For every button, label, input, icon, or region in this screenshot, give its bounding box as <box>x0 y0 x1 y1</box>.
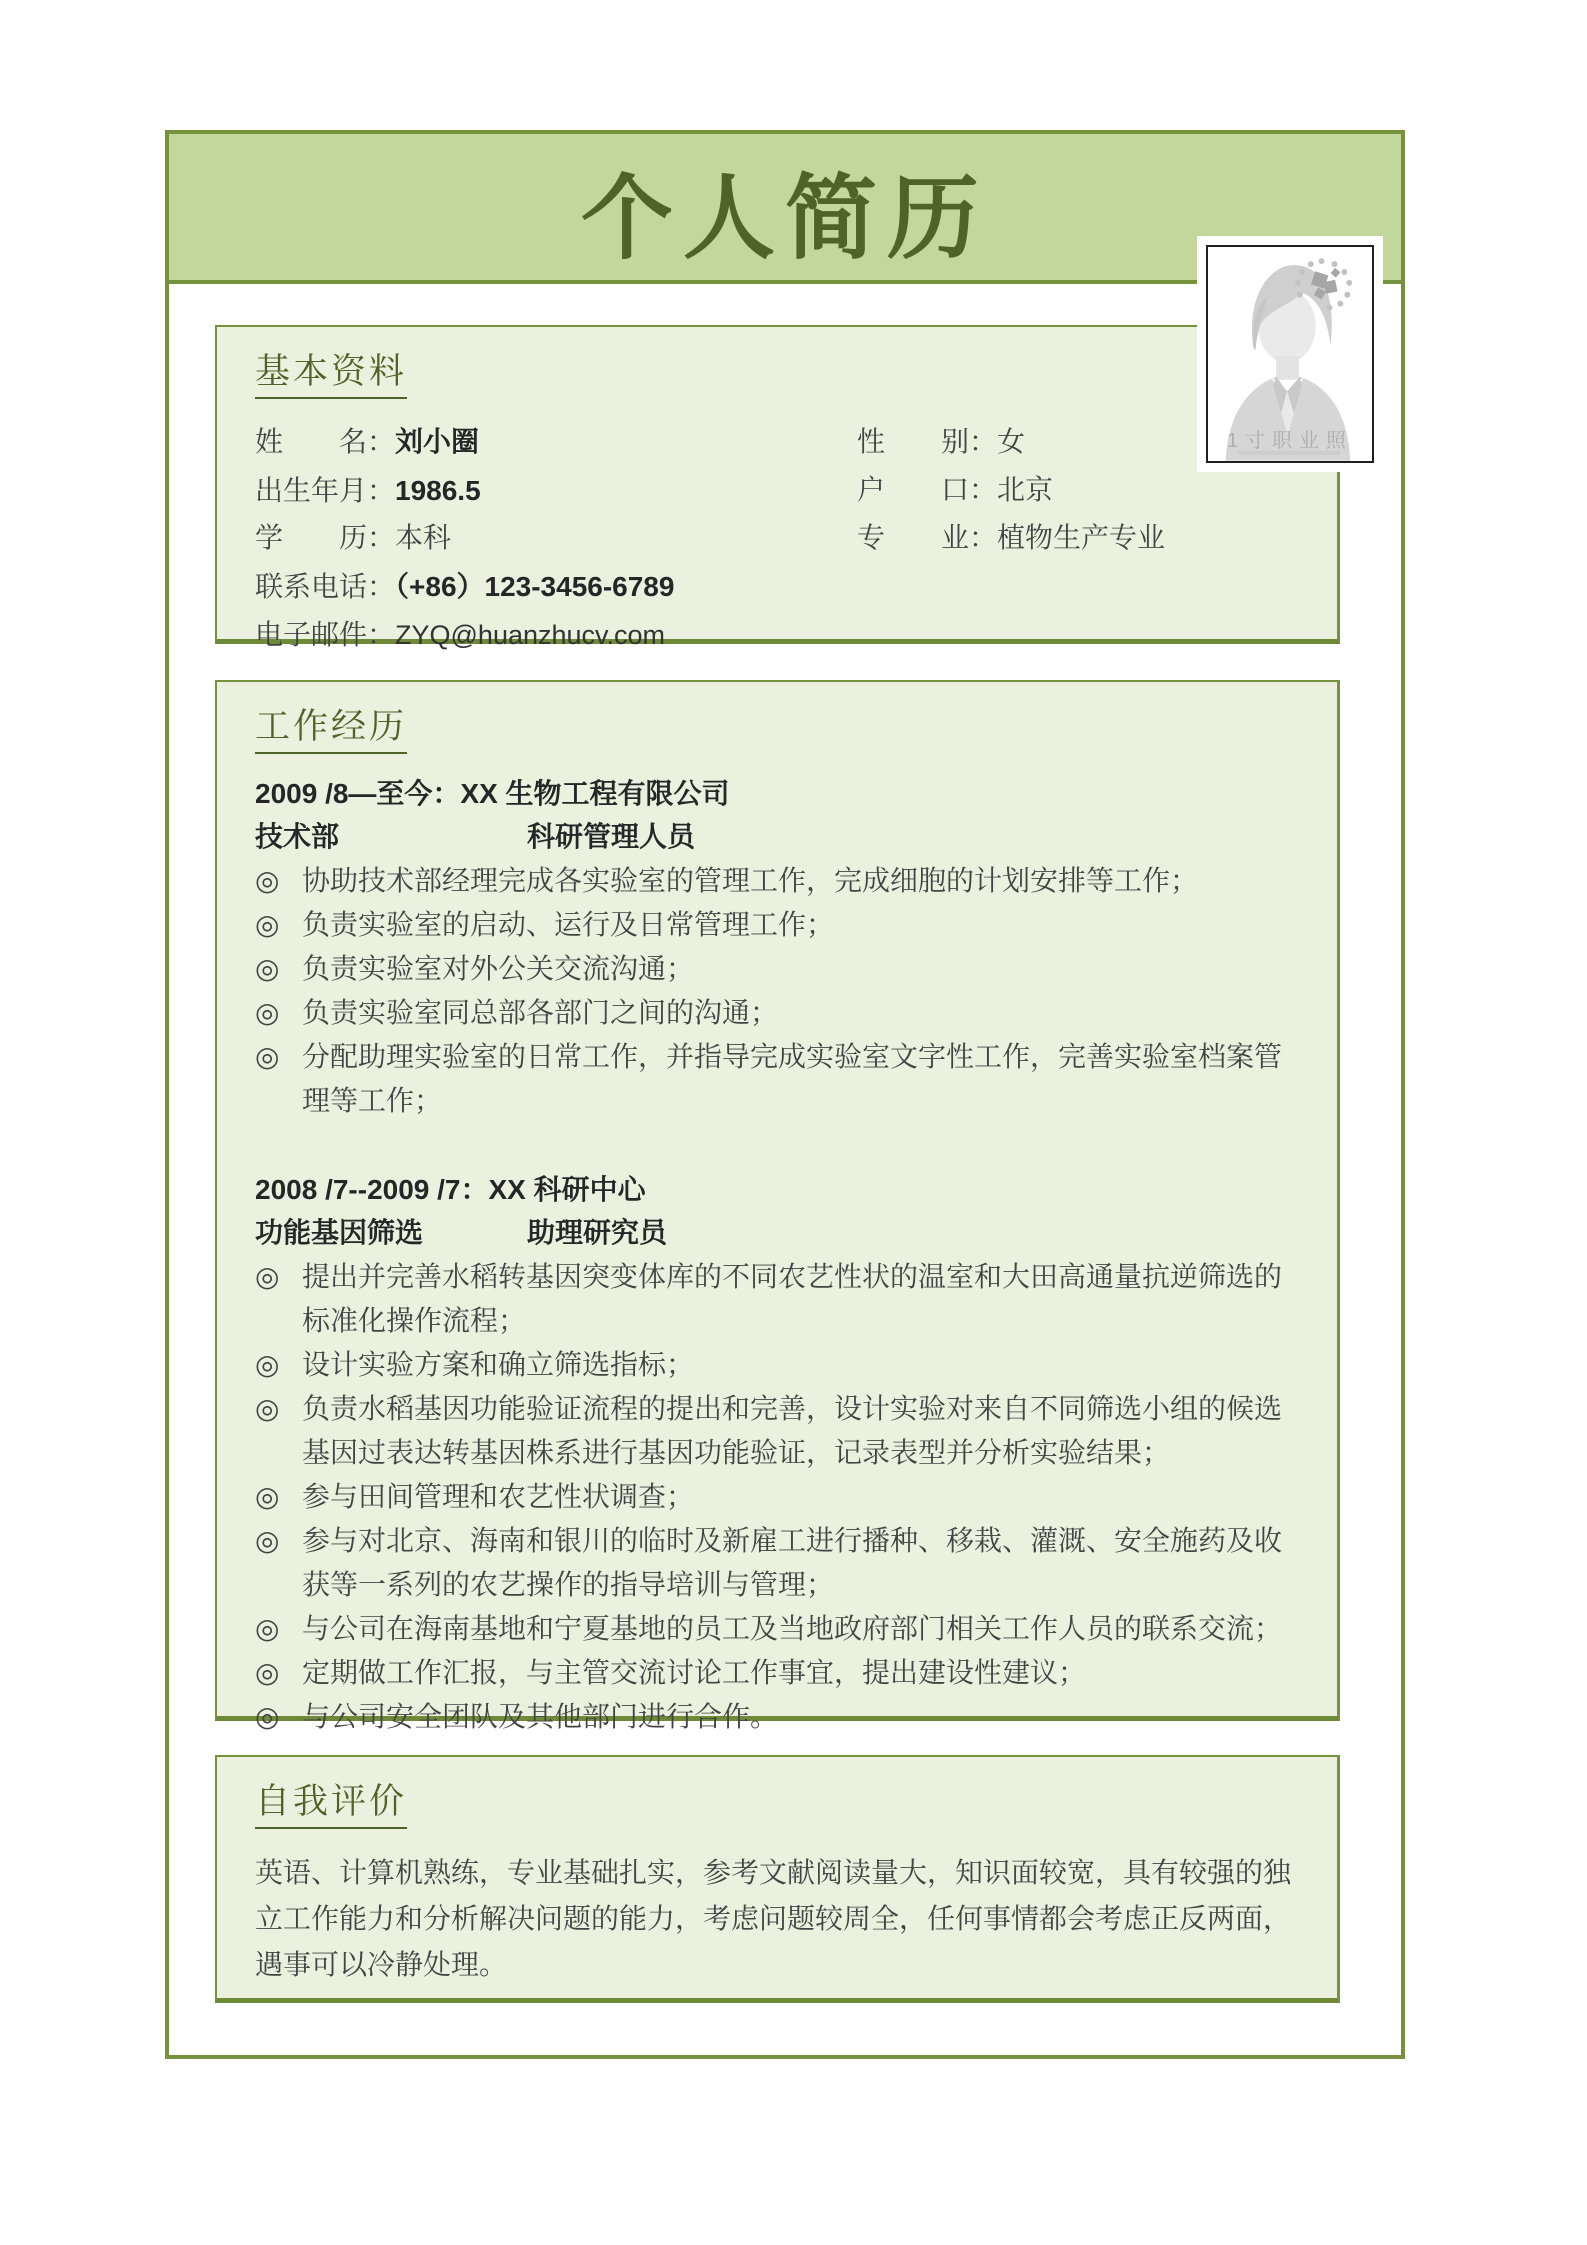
field-value: 女 <box>997 427 1026 458</box>
job-bullet <box>255 1036 1303 1124</box>
job-entry <box>255 1168 1303 1740</box>
job-bullet <box>255 992 1303 1036</box>
field-value: 刘小圈 <box>395 427 480 458</box>
info-field-row <box>255 515 674 563</box>
bullet-glyph: ◎ <box>255 1350 280 1381</box>
photo-placeholder <box>1197 236 1383 472</box>
job-bullet <box>255 1256 1303 1344</box>
bullet-glyph: ◎ <box>255 1658 280 1689</box>
bullet-glyph: ◎ <box>255 866 280 897</box>
field-value: 1986.5 <box>395 475 481 506</box>
info-field-row <box>255 419 674 467</box>
job-bullet <box>255 860 1303 904</box>
self-evaluation-heading: 自我评价 <box>255 1781 407 1829</box>
job-role: 助理研究员 <box>527 1218 668 1249</box>
section-self-evaluation <box>215 1755 1340 2003</box>
photo-caption: 1寸职业照 <box>1226 430 1354 452</box>
job-bullet <box>255 1652 1303 1696</box>
field-label: 电子邮件： <box>255 620 396 651</box>
field-value: 本科 <box>395 523 452 554</box>
bullet-text: 设计实验方案和确立筛选指标； <box>302 1350 695 1381</box>
bullet-glyph: ◎ <box>255 1482 280 1513</box>
bullet-text: 提出并完善水稻转基因突变体库的不同农艺性状的温室和大田高通量抗逆筛选的标准化操作流程； <box>302 1262 1283 1337</box>
job-department-role <box>255 1212 1303 1256</box>
bullet-text: 负责实验室同总部各部门之间的沟通； <box>302 998 779 1029</box>
job-entry <box>255 772 1303 1124</box>
job-bullet <box>255 1608 1303 1652</box>
job-company: XX 科研中心 <box>488 1174 646 1205</box>
basic-info-left-column <box>255 419 674 659</box>
job-department-role <box>255 816 1303 860</box>
info-field-row <box>255 563 674 611</box>
job-period: 2008 /7--2009 /7： <box>255 1174 489 1205</box>
field-value: （+86）123-3456-6789 <box>395 571 675 602</box>
photo-placeholder-inner <box>1206 245 1374 463</box>
job-list <box>255 772 1303 1740</box>
bullet-glyph: ◎ <box>255 1394 280 1425</box>
job-period-company <box>255 1168 1303 1212</box>
bullet-glyph: ◎ <box>255 910 280 941</box>
page-title: 个人简历 <box>580 168 989 270</box>
bullet-text: 负责水稻基因功能验证流程的提出和完善，设计实验对来自不同筛选小组的候选基因过表达转基因株系进行基因功能验证，记录表型并分析实验结果； <box>302 1394 1283 1469</box>
job-bullet <box>255 1388 1303 1476</box>
info-field-row <box>857 515 1165 563</box>
job-period-company <box>255 772 1303 816</box>
section-basic-info <box>215 325 1340 651</box>
field-value: 北京 <box>997 475 1054 506</box>
bullet-text: 负责实验室对外公关交流沟通； <box>302 954 695 985</box>
job-company: XX 生物工程有限公司 <box>460 778 730 809</box>
info-field-row <box>255 611 674 659</box>
field-label: 出生年月： <box>255 476 396 507</box>
self-evaluation-text: 英语、计算机熟练，专业基础扎实，参考文献阅读量大，知识面较宽，具有较强的独立工作能力和分析解决问题的能力，考虑问题较周全，任何事情都会考虑正反两面，遇事可以冷静处理。 <box>255 1858 1292 1981</box>
bullet-glyph: ◎ <box>255 1262 280 1293</box>
job-bullet <box>255 904 1303 948</box>
field-label: 学 历： <box>255 523 396 554</box>
field-label: 户 口： <box>857 475 998 506</box>
job-bullet <box>255 1476 1303 1520</box>
work-experience-heading: 工作经历 <box>255 706 407 754</box>
job-department: 功能基因筛选 <box>255 1218 424 1249</box>
job-department: 技术部 <box>255 822 340 853</box>
bullet-text: 协助技术部经理完成各实验室的管理工作，完成细胞的计划安排等工作； <box>302 866 1199 897</box>
job-role: 科研管理人员 <box>527 822 696 853</box>
field-label: 姓 名： <box>255 427 396 458</box>
job-bullet <box>255 948 1303 992</box>
bullet-text: 与公司安全团队及其他部门进行合作。 <box>302 1702 779 1733</box>
bullet-glyph: ◎ <box>255 1526 280 1557</box>
bullet-text: 负责实验室的启动、运行及日常管理工作； <box>302 910 835 941</box>
bullet-glyph: ◎ <box>255 954 280 985</box>
field-value: ZYQ@huanzhucv.com <box>395 620 666 650</box>
bullet-text: 与公司在海南基地和宁夏基地的员工及当地政府部门相关工作人员的联系交流； <box>302 1614 1283 1645</box>
bullet-text: 定期做工作汇报，与主管交流讨论工作事宜，提出建设性建议； <box>302 1658 1087 1689</box>
bullet-glyph: ◎ <box>255 1042 280 1073</box>
bullet-glyph: ◎ <box>255 1702 280 1733</box>
info-field-row <box>857 467 1165 515</box>
job-bullet <box>255 1520 1303 1608</box>
job-bullet <box>255 1344 1303 1388</box>
bullet-text: 参与田间管理和农艺性状调查； <box>302 1482 695 1513</box>
job-bullet-list <box>255 1256 1303 1740</box>
job-bullet-list <box>255 860 1303 1124</box>
info-field-row <box>857 419 1165 467</box>
bullet-glyph: ◎ <box>255 1614 280 1645</box>
basic-info-heading: 基本资料 <box>255 351 407 399</box>
job-bullet <box>255 1696 1303 1740</box>
section-work-experience <box>215 680 1340 1733</box>
bullet-text: 分配助理实验室的日常工作，并指导完成实验室文字性工作，完善实验室档案管理等工作； <box>302 1042 1283 1117</box>
field-label: 性 别： <box>857 427 998 458</box>
field-label: 联系电话： <box>255 572 396 603</box>
bullet-text: 参与对北京、海南和银川的临时及新雇工进行播种、移栽、灌溉、安全施药及收获等一系列的农艺操作的指导培训与管理； <box>302 1526 1283 1601</box>
info-field-row <box>255 467 674 515</box>
field-label: 专 业： <box>857 523 998 554</box>
basic-info-right-column <box>857 419 1165 563</box>
bullet-glyph: ◎ <box>255 998 280 1029</box>
field-value: 植物生产专业 <box>997 523 1166 554</box>
job-period: 2009 /8—至今： <box>255 778 461 809</box>
